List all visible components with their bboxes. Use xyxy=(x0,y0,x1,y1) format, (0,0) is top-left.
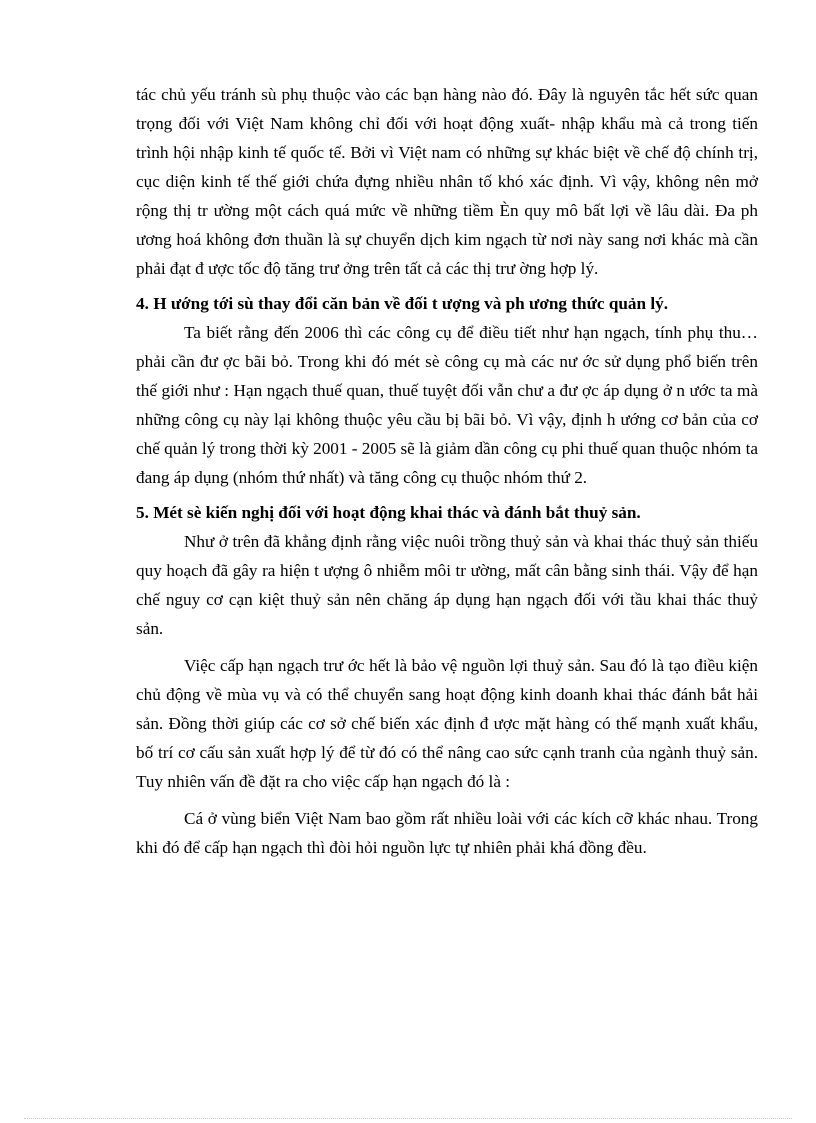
paragraph-quota-benefits: Việc cấp hạn ngạch trư ớc hết là bảo vệ nguồn lợi thuỷ sản. Sau đó là tạo điều kiện chủ động về mùa vụ và có thể chuyển sang hoạt động kinh doanh khai thác đánh bắt hải sản. Đồng thời giúp các cơ sở chế biến xác định đ ược mặt hàng có thế mạnh xuất khẩu, bố trí cơ cấu sản xuất hợp lý để từ đó có thể nâng cao sức cạnh tranh của ngành thuỷ sản. Tuy nhiên vấn đề đặt ra cho việc cấp hạn ngạch đó là : xyxy=(136,656,758,791)
section-heading-5: 5. Mét sè kiến nghị đối với hoạt động khai thác và đánh bắt thuỷ sản. xyxy=(136,503,641,522)
paragraph-diversification-conclusion: tác chủ yếu tránh sù phụ thuộc vào các bạn hàng nào đó. Đây là nguyên tắc hết sức quan trọng đối với Việt Nam không chỉ đối với hoạt động xuất- nhập khẩu mà cả trong tiến trình hội nhập kinh tế quốc tế. Bởi vì Việt nam có những sự khác biệt về chế độ chính trị, cục diện kinh tế thế giới chứa đựng nhiều nhân tố khó xác định. Vì vậy, không nên mở rộng thị tr ường một cách quá mức về những tiềm Èn quy mô bất lợi về lâu dài. Đa ph ương hoá không đơn thuần là sự chuyển dịch kim ngạch từ nơi này sang nơi khác mà cần phải đạt đ ược tốc độ tăng trư ởng trên tất cả các thị trư ờng hợp lý. xyxy=(136,85,758,278)
section-heading-4: 4. H ướng tới sù thay đổi căn bản về đối t ượng và ph ương thức quản lý. xyxy=(136,294,669,313)
page-bottom-rule xyxy=(24,1118,792,1119)
paragraph-fish-species: Cá ở vùng biển Việt Nam bao gồm rất nhiều loài với các kích cỡ khác nhau. Trong khi đó để cấp hạn ngạch thì đòi hỏi nguồn lực tự nhiên phải khá đồng đều. xyxy=(136,809,758,857)
paragraph-management-tools: Ta biết rằng đến 2006 thì các công cụ để điều tiết như hạn ngạch, tính phụ thu… phải cần đư ợc bãi bỏ. Trong khi đó mét sè công cụ mà các nư ớc sử dụng phổ biến trên thế giới như : Hạn ngạch thuế quan, thuế tuyệt đối vẫn chư a đư ợc áp dụng ở n ước ta mà những công cụ này lại không thuộc yêu cầu bị bãi bỏ. Vì vậy, định h ướng cơ bản của cơ chế quản lý trong thời kỳ 2001 - 2005 sẽ là giảm dần công cụ phi thuế quan thuộc nhóm ta đang áp dụng (nhóm thứ nhất) và tăng công cụ thuộc nhóm thứ 2. xyxy=(136,323,758,487)
paragraph-fishery-planning: Như ở trên đã khẳng định rằng việc nuôi trồng thuỷ sản và khai thác thuỷ sản thiếu quy hoạch đã gây ra hiện t ượng ô nhiễm môi tr ường, mất cân bằng sinh thái. Vậy để hạn chế nguy cơ cạn kiệt thuỷ sản nên chăng áp dụng hạn ngạch đối với tầu khai thác thuỷ sản. xyxy=(136,532,758,638)
document-page xyxy=(136,80,758,862)
